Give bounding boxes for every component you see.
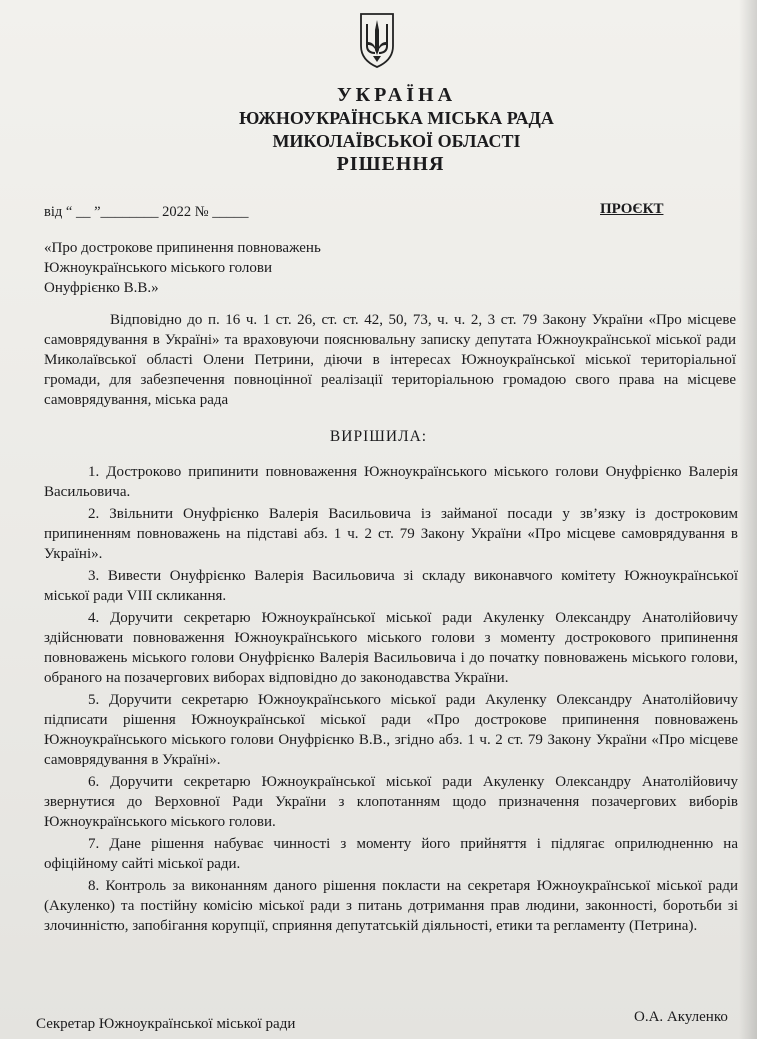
subject-line: Южноукраїнського міського голови <box>44 260 273 276</box>
decided-heading: ВИРІШИЛА: <box>329 428 428 445</box>
signatory-position: Секретар Южноукраїнської міської ради <box>36 1016 296 1032</box>
trident-emblem-icon <box>358 12 396 68</box>
decision-item: 7. Дане рішення набуває чинності з моменту його прийняття і підлягає оприлюдненню на офіційному сайті міської ради. <box>44 836 738 872</box>
decision-item: 5. Доручити секретарю Южноукраїнського міської ради Акуленку Олександру Анатолійовичу підписати рішення Южноукраїнської міської ради «Про дострокове припинення повноважень Южноукраїнського міського голови Онуфрієнко В.В., згідно абз. 1 ч. 2 ст. 79 Закону України «Про місцеве самоврядування в Україні». <box>44 692 738 768</box>
subject-line: Онуфрієнко В.В.» <box>44 280 159 296</box>
decision-item: 1. Достроково припинити повноваження Южноукраїнського міського голови Онуфрієнко Валерія Васильовича. <box>44 464 738 500</box>
decision-items <box>44 462 738 936</box>
decision-item: 8. Контроль за виконанням даного рішення покласти на секретаря Южноукраїнської міської ради (Акуленко) та постійну комісію міської ради з питань дотримання прав людини, законності, боротьби зі злочинністю, запобігання корупції, сприяння депутатській діяльності, етики та регламенту (Петрина). <box>44 878 738 934</box>
subject-line: «Про дострокове припинення повноважень <box>44 240 321 256</box>
document-type-title: РІШЕННЯ <box>336 153 445 175</box>
signatory-name: О.А. Акуленко <box>634 1009 728 1025</box>
council-title: ЮЖНОУКРАЇНСЬКА МІСЬКА РАДА <box>239 108 554 128</box>
preamble-paragraph: Відповідно до п. 16 ч. 1 ст. 26, ст. ст. 42, 50, 73, ч. ч. 2, 3 ст. 79 Закону України «Про місцеве самоврядування в Україні» та враховуючи пояснювальну записку депутата Южноукраїнської міської ради Миколаївської області Олени Петрини, діючи в інтересах Южноукраїнської міської територіальної громади, для забезпечення повноцінної реалізації територіальною громадою свого права на місцеве самоврядування, міська рада <box>44 312 736 408</box>
date-number-line: від “ __ ”________ 2022 № _____ <box>44 204 249 220</box>
country-title: УКРАЇНА <box>336 84 457 106</box>
project-mark: ПРОЄКТ <box>600 201 664 217</box>
decision-item: 2. Звільнити Онуфрієнко Валерія Васильовича із займаної посади у зв’язку із достроковим припиненням повноважень на підставі абз. 1 ч. 2 ст. 79 Закону України «Про місцеве самоврядування в Україні». <box>44 506 738 562</box>
decision-subject <box>44 238 364 298</box>
decision-item: 3. Вивести Онуфрієнко Валерія Васильовича зі складу виконавчого комітету Южноукраїнської міської ради VIII скликання. <box>44 568 738 604</box>
decision-item: 6. Доручити секретарю Южноукраїнської міської ради Акуленку Олександру Анатолійовичу звернутися до Верховної Ради України з клопотанням щодо призначення позачергових виборів Южноукраїнського міського голови. <box>44 774 738 830</box>
decision-item: 4. Доручити секретарю Южноукраїнської міської ради Акуленку Олександру Анатолійовичу здійснювати повноваження Южноукраїнського міського голови з моменту дострокового припинення повноважень міського голови Онуфрієнко Валерія Васильовича і до початку повноважень міського голови, обраного на позачергових виборах відповідно до законодавства України. <box>44 610 738 686</box>
region-title: МИКОЛАЇВСЬКОЇ ОБЛАСТІ <box>272 131 521 151</box>
